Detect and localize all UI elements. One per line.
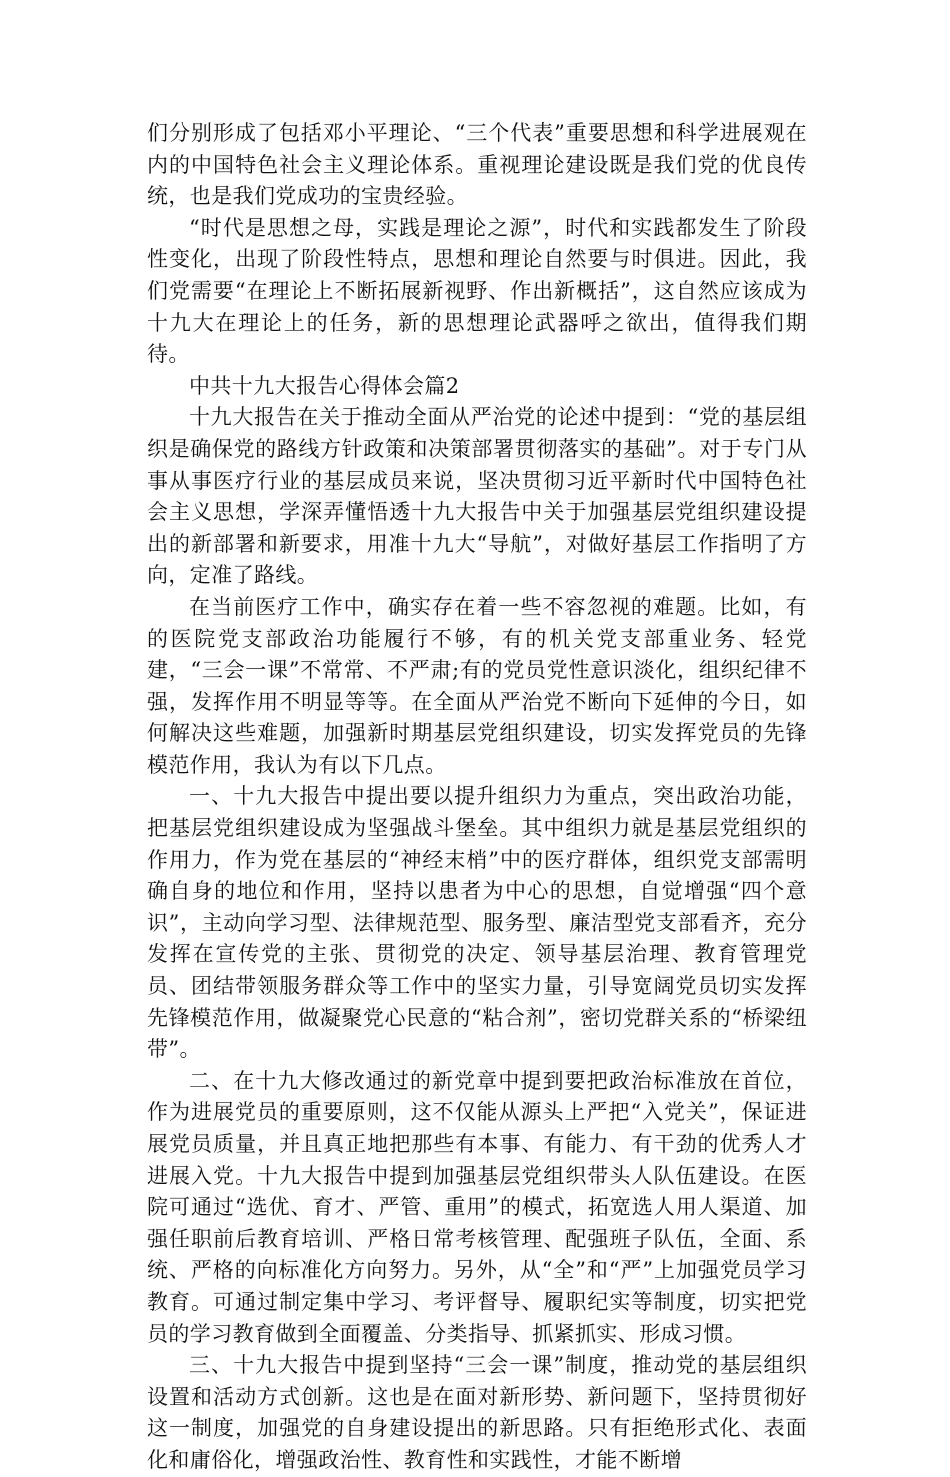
paragraph-times-and-practice: “时代是思想之母，实践是理论之源”，时代和实践都发生了阶段性变化，出现了阶段性特点，思想和理论自然要与时俱进。因此，我们党需要“在理论上不断拓展新视野、作出新概括”，这自然应该成为十九大在理论上的任务，新的思想理论武器呼之欲出，值得我们期待。 bbox=[147, 215, 807, 367]
section-heading: 中共十九大报告心得体会篇2 bbox=[189, 373, 460, 398]
document-page bbox=[147, 118, 807, 1477]
paragraph-point-three: 三、十九大报告中提到坚持“三会一课”制度，推动党的基层组织设置和活动方式创新。这也是在面对新形势、新问题下，坚持贯彻好这一制度，加强党的自身建设提出的新思路。只有拒绝形式化、表面化和庸俗化，增强政治性、教育性和实践性，才能不断增 bbox=[147, 1353, 807, 1472]
paragraph-continuation: 们分别形成了包括邓小平理论、“三个代表”重要思想和科学进展观在内的中国特色社会主义理论体系。重视理论建设既是我们党的优良传统，也是我们党成功的宝贵经验。 bbox=[147, 121, 807, 209]
paragraph-point-two: 二、在十九大修改通过的新党章中提到要把政治标准放在首位，作为进展党员的重要原则，这不仅能从源头上严把“入党关”，保证进展党员质量，并且真正地把那些有本事、有能力、有干劲的优秀人才进展入党。十九大报告中提到加强基层党组织带头人队伍建设。在医院可通过“选优、育才、严管、重用”的模式，拓宽选人用人渠道、加强任职前后教育培训、严格日常考核管理、配强班子队伍，全面、系统、严格的向标准化方向努力。另外，从“全”和“严”上加强党员学习教育。可通过制定集中学习、考评督导、履职纪实等制度，切实把党员的学习教育做到全面覆盖、分类指导、抓紧抓实、形成习惯。 bbox=[147, 1068, 807, 1346]
paragraph-point-one: 一、十九大报告中提出要以提升组织力为重点，突出政治功能，把基层党组织建设成为坚强战斗堡垒。其中组织力就是基层党组织的作用力，作为党在基层的“神经末梢”中的医疗群体，组织党支部需明确自身的地位和作用，坚持以患者为中心的思想，自觉增强“四个意识”，主动向学习型、法律规范型、服务型、廉洁型党支部看齐，充分发挥在宣传党的主张、贯彻党的决定、领导基层治理、教育管理党员、团结带领服务群众等工作中的坚实力量，引导宽阔党员切实发挥先锋模范作用，做凝聚党心民意的“粘合剂”，密切党群关系的“桥梁纽带”。 bbox=[147, 784, 807, 1062]
paragraph-grassroots-organization: 十九大报告在关于推动全面从严治党的论述中提到：“党的基层组织是确保党的路线方针政策和决策部署贯彻落实的基础”。对于专门从事从事医疗行业的基层成员来说，坚决贯彻习近平新时代中国特色社会主义思想，学深弄懂悟透十九大报告中关于加强基层党组织建设提出的新部署和新要求，用准十九大“导航”，对做好基层工作指明了方向，定准了路线。 bbox=[147, 405, 807, 588]
paragraph-current-problems: 在当前医疗工作中，确实存在着一些不容忽视的难题。比如，有的医院党支部政治功能履行不够，有的机关党支部重业务、轻党建，“三会一课”不常常、不严肃;有的党员党性意识淡化，组织纪律不强，发挥作用不明显等等。在全面从严治党不断向下延伸的今日，如何解决这些难题，加强新时期基层党组织建设，切实发挥党员的先锋模范作用，我认为有以下几点。 bbox=[147, 594, 807, 777]
